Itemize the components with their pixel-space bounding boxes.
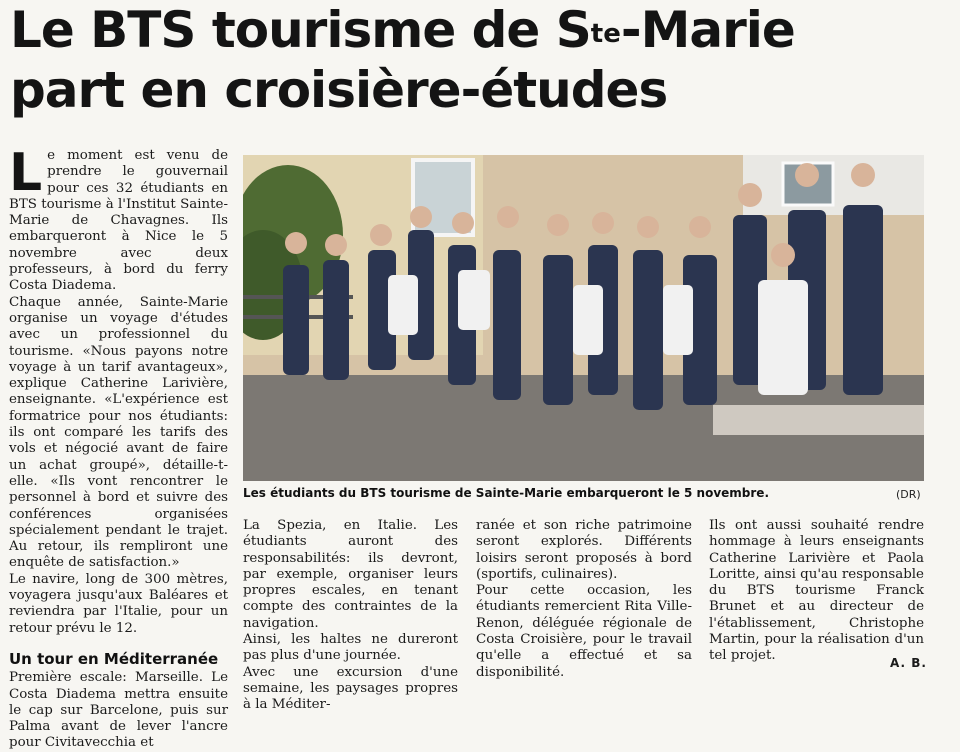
paragraph: Le navire, long de 300 mètres, voyagera jusqu'aux Baléares et reviendra par l'Italie, pour un retour prévu le 12. <box>9 571 228 636</box>
headline-superscript: te <box>590 19 621 49</box>
paragraph: Ainsi, les haltes ne dureront pas plus d'une journée. <box>243 632 458 664</box>
drop-cap: L <box>9 143 43 203</box>
paragraph: Ils ont aussi souhaité rendre hommage à leurs enseignants Catherine Larivière et Paola Loritte, ainsi qu'au responsable du BTS tourisme Franck Brunet et au directeur de l'établissement, Christophe Martin, pour la réalisation d'un tel projet. <box>709 518 924 664</box>
paragraph: La Spezia, en Italie. Les étudiants auront des responsabilités: ils devront, par exemple, organiser leurs propres escales, en tenant compte des contraintes de la navigation. <box>243 518 458 631</box>
headline-text-end: -Marie <box>620 1 795 59</box>
headline-line-1 <box>10 0 955 60</box>
headline-text: Le BTS tourisme de S <box>10 1 591 59</box>
article-column-3 <box>476 518 692 681</box>
headline-line-2: part en croisière-études <box>10 61 668 119</box>
paragraph: Chaque année, Sainte-Marie organise un voyage d'études avec un professionnel du tourisme. «Nous payons notre voyage à un tarif avantageux», explique Catherine Larivière, enseignante. «L'expérience est formatrice pour nos étudiants: ils ont comparé les tarifs des vols et négocié avant de faire un achat groupé», détaille-t-elle. «Ils vont rencontrer le personnel à bord et suivre des conférences organisées spécialement pendant le trajet. Au retour, ils rempliront une enquête de satisfaction.» <box>9 294 228 571</box>
paragraph: Avec une excursion d'une semaine, les paysages propres à la Méditer- <box>243 664 458 713</box>
section-subhead: Un tour en Méditerranée <box>9 649 219 668</box>
paragraph: Première escale: Marseille. Le Costa Diadema mettra ensuite le cap sur Barcelone, puis sur Palma avant de lever l'ancre pour Civitavecchia et <box>9 670 228 751</box>
headline <box>10 0 955 120</box>
group-photo <box>243 155 924 481</box>
article-column-4 <box>709 518 924 665</box>
paragraph: ranée et son riche patrimoine seront explorés. Différents loisirs seront proposés à bord (sportifs, culinaires). <box>476 518 692 582</box>
photo-caption: Les étudiants du BTS tourisme de Sainte-Marie embarqueront le 5 novembre. <box>243 486 770 500</box>
author-signature: A. B. <box>890 656 927 670</box>
article-column-1 <box>9 143 228 752</box>
paragraph: e moment est venu de prendre le gouvernail pour ces 32 étudiants en BTS tourisme à l'Institut Sainte-Marie de Chavagnes. Ils embarqueront à Nice le 5 novembre avec deux professeurs, à bord du ferry Costa Diadema. <box>9 148 228 294</box>
article-column-2 <box>243 518 458 714</box>
paragraph: Pour cette occasion, les étudiants remercient Rita Ville-Renon, déléguée régionale de Costa Croisière, pour le travail qu'elle a effectué et sa disponibilité. <box>476 583 692 680</box>
photo-credit: (DR) <box>896 488 921 501</box>
photo-illustration <box>243 155 924 481</box>
